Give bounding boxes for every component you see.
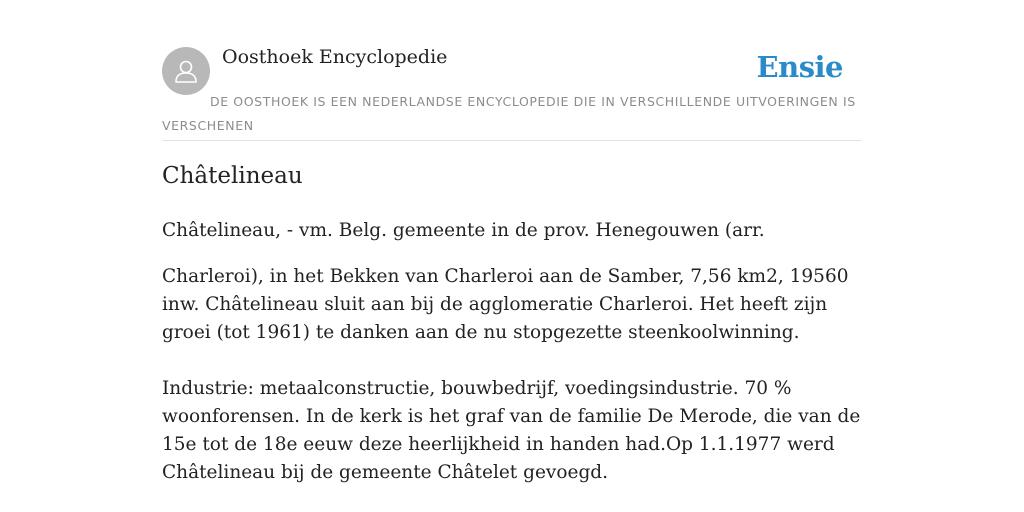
article-lead: Châtelineau, - vm. Belg. gemeente in de prov. Henegouwen (arr. <box>162 220 765 241</box>
article-title: Châtelineau <box>162 163 303 189</box>
article-paragraph: Charleroi), in het Bekken van Charleroi aan de Samber, 7,56 km2, 19560 inw. Châtelineau sluit aan bij de agglomeratie Charleroi. Het heeft zijn groei (tot 1961) te danken aan de nu stopgezette steenkoolwinning. <box>162 266 849 343</box>
article-body <box>162 263 862 512</box>
source-title[interactable]: Oosthoek Encyclopedie <box>222 46 448 68</box>
user-icon <box>172 57 200 85</box>
avatar[interactable] <box>162 47 210 95</box>
brand-logo[interactable]: Ensie <box>756 50 843 84</box>
source-header <box>162 0 862 141</box>
article-paragraph: Industrie: metaalconstructie, bouwbedrijf, voedingsindustrie. 70 % woonforensen. In de kerk is het graf van de familie De Merode, die van de 15e tot de 18e eeuw deze heerlijkheid in handen had.Op 1.1.1977 werd Châtelineau bij de gemeente Châtelet gevoegd. <box>162 378 861 483</box>
source-description: DE OOSTHOEK IS EEN NEDERLANDSE ENCYCLOPEDIE DIE IN VERSCHILLENDE UITVOERINGEN IS VERSCHENEN <box>162 94 856 133</box>
page <box>162 0 862 483</box>
